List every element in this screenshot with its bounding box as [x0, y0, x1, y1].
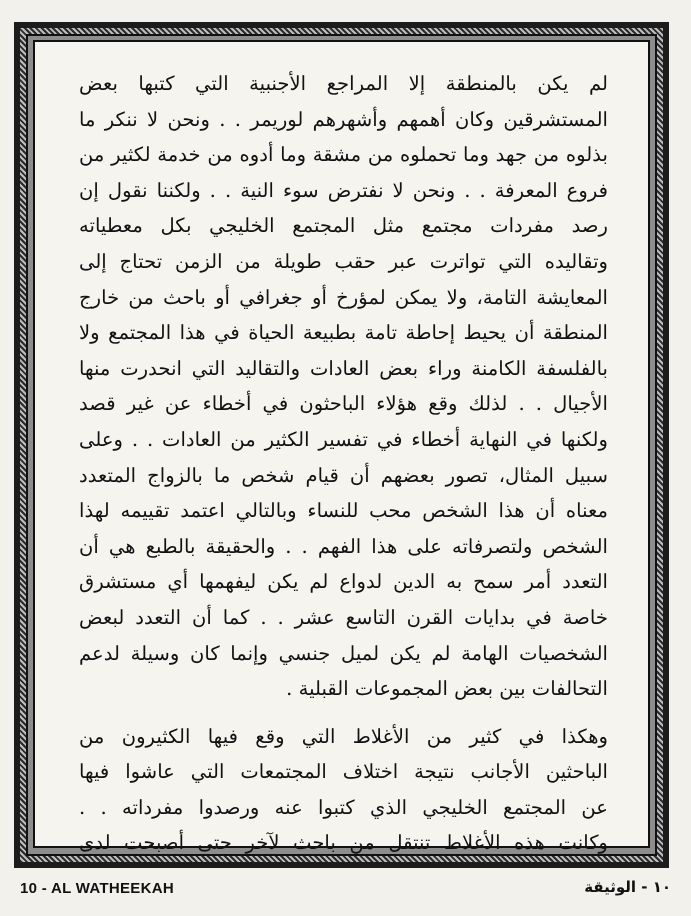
- text-line: التعدد أمر سمح به الدين لدواع لم يكن ليفهمها أي مستشرق: [79, 570, 608, 594]
- footer-page-label-en: 10 - AL WATHEEKAH: [20, 880, 175, 897]
- page-body: [33, 40, 650, 855]
- paragraph: [79, 719, 608, 861]
- text-line: سبيل المثال، تصور بعضهم أن قيام شخص ما بالزواج المتعدد: [79, 463, 608, 487]
- text-line: المنطقة أن يحيط إحاطة تامة بطبيعة الحياة في هذا المجتمع ولا: [79, 321, 608, 345]
- text-line: التحالفات بين بعض المجموعات القبلية .: [286, 677, 608, 701]
- paragraph-gap: [79, 707, 608, 719]
- text-line: الشخص ولتصرفاته على هذا الفهم . . والحقيقة بالطبع هي أن: [79, 534, 608, 558]
- footer-page-label-ar: ١٠ - الوثيقة: [584, 878, 671, 896]
- text-line: الباحثين الأجانب نتيجة اختلاف المجتمعات التي عاشوا فيها: [79, 760, 608, 784]
- text-line: بالفلسفة الكامنة وراء بعض العادات والتقاليد التي انحدرت منها: [79, 356, 608, 380]
- text-line: المعايشة التامة، ولا يمكن لمؤرخ أو جغرافي أو باحث من خارج: [79, 285, 608, 309]
- body-text: [79, 66, 608, 861]
- text-line: وتقاليده التي تواترت عبر حقب طويلة من الزمن تحتاج إلى: [79, 249, 608, 273]
- text-line: بذلوه من جهد وما تحملوه من مشقة وما أدوه من خدمة لكثير من: [79, 143, 608, 167]
- text-line: خاصة في بدايات القرن التاسع عشر . . كما أن التعدد لبعض: [79, 605, 608, 629]
- text-line: المستشرقين وكان أهمهم وأشهرهم لوريمر . . ونحن لا ننكر ما: [79, 107, 608, 131]
- text-line: فروع المعرفة . . ونحن لا نفترض سوء النية . . ولكننا نقول إن: [79, 178, 608, 202]
- text-line: لم يكن بالمنطقة إلا المراجع الأجنبية التي كتبها بعض: [79, 72, 608, 95]
- text-line: الشخصيات الهامة لم يكن لميل جنسي وإنما كان وسيلة لدعم: [79, 641, 608, 665]
- text-line: وكانت هذه الأغلاط تنتقل من باحث لآخر حتى أصبحت لدى: [79, 831, 608, 855]
- text-line: الأجيال . . لذلك وقع هؤلاء الباحثون في أخطاء عن غير قصد: [79, 392, 608, 416]
- paragraph: [79, 66, 608, 707]
- text-line: رصد مفردات مجتمع مثل المجتمع الخليجي بكل معطياته: [79, 214, 608, 238]
- text-line: وهكذا في كثير من الأغلاط التي وقع فيها الكثيرون من: [79, 724, 608, 748]
- text-line: عن المجتمع الخليجي الذي كتبوا عنه ورصدوا مفرداته . .: [79, 795, 608, 819]
- text-line: ولكنها في النهاية أخطاء في تفسير الكثير من العادات . . وعلى: [79, 427, 608, 451]
- text-line: معناه أن هذا الشخص محب للنساء وبالتالي اعتمد تقييمه لهذا: [79, 499, 608, 523]
